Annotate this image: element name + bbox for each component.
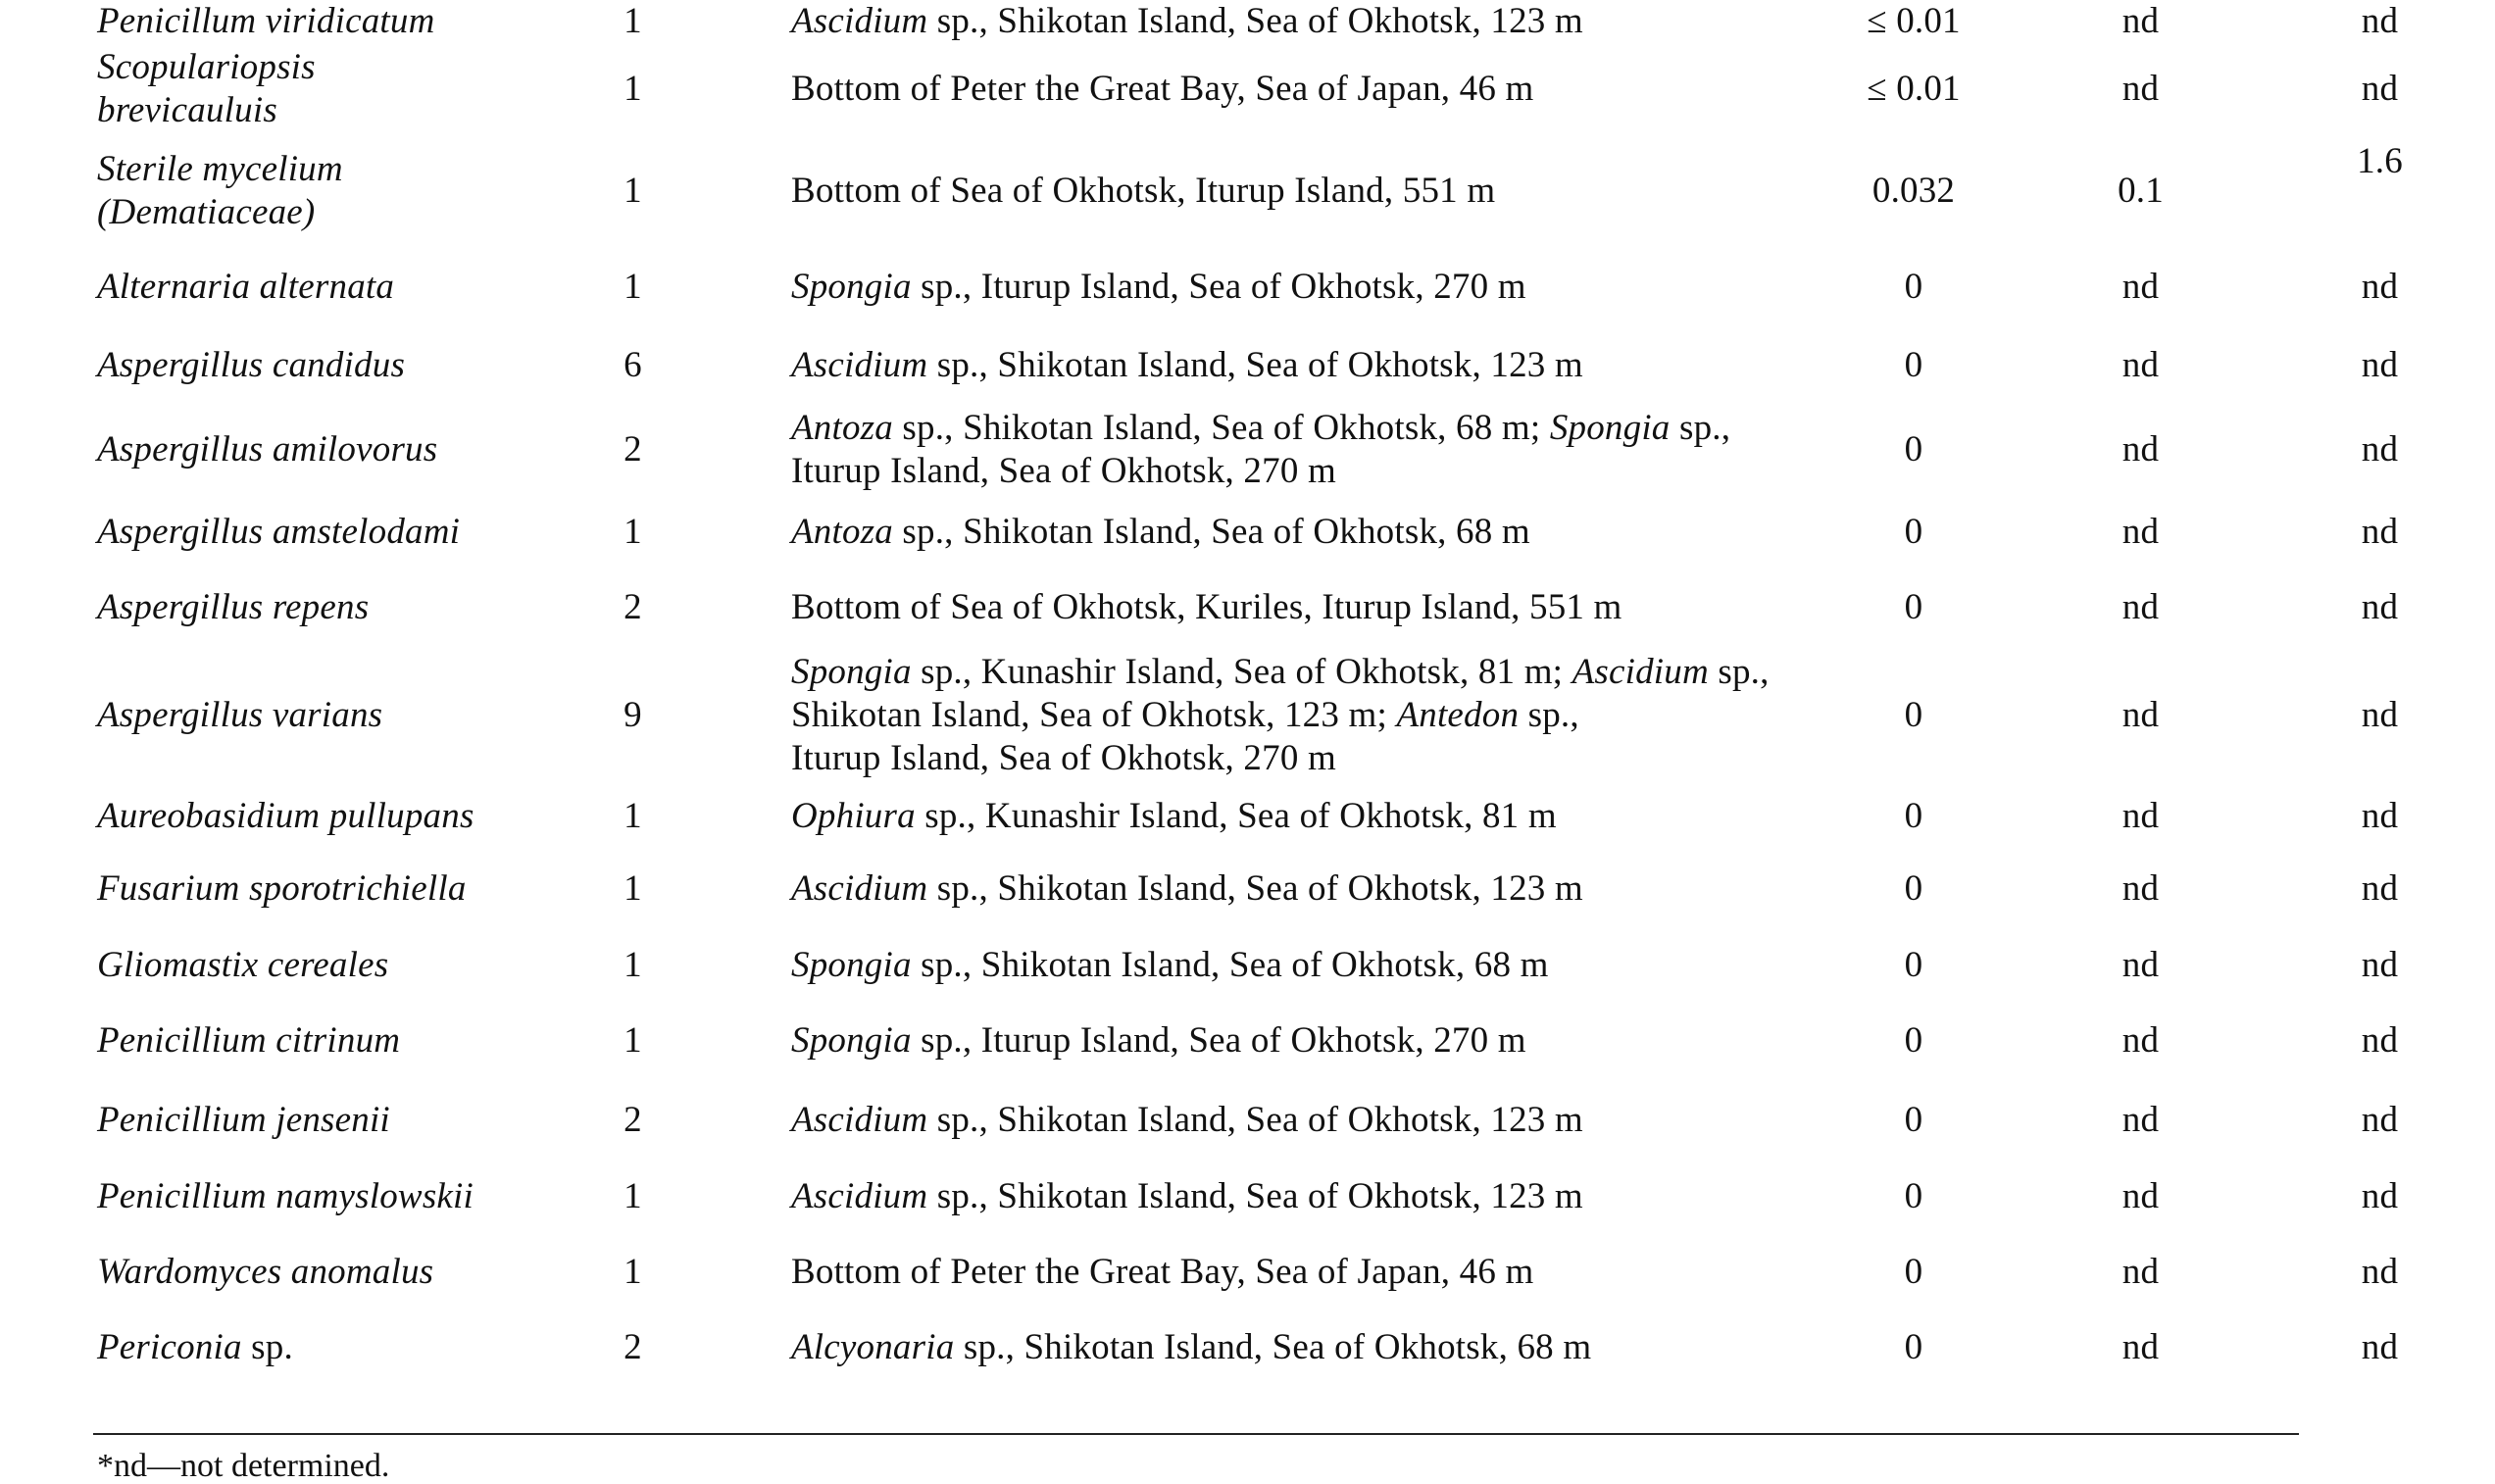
value-cell-v1: 0 (1904, 344, 1923, 385)
value-cell-v1: ≤ 0.01 (1867, 1, 1961, 41)
species-cell: Penicillium jensenii (97, 1100, 390, 1140)
value-cell-v3: nd (2361, 1020, 2399, 1061)
strain-count-cell: 1 (624, 796, 642, 836)
strain-count-cell: 1 (624, 1252, 642, 1292)
taxon-name: Ophiura (791, 796, 916, 836)
value-cell-v2: nd (2121, 68, 2160, 109)
strain-count-cell: 1 (624, 1, 642, 41)
table-row (93, 849, 2495, 929)
value-cell-v3: nd (2361, 344, 2399, 385)
value-cell-v1: 0 (1904, 695, 1923, 735)
source-cell (713, 248, 1811, 325)
value-cell-v1: 0 (1904, 1327, 1923, 1367)
strain-count-cell: 2 (624, 429, 642, 470)
strain-count-cell: 9 (624, 695, 642, 735)
source-text: sp., Shikotan Island, Sea of Okhotsk, 123 m (927, 1176, 1583, 1216)
value-cell-v2: nd (2121, 1327, 2160, 1367)
species-cell: Aspergillus varians (97, 695, 383, 735)
value-cell-v2: nd (2121, 1252, 2160, 1292)
source-text: sp., Shikotan Island, Sea of Okhotsk, 68 m (954, 1327, 1592, 1367)
taxon-name: Periconia (97, 1327, 242, 1367)
strain-count-cell: 1 (624, 868, 642, 909)
table-row (93, 1002, 2495, 1080)
strain-count-cell: 2 (624, 587, 642, 627)
value-cell-v3: nd (2361, 1, 2399, 41)
source-text: sp., Kunashir Island, Sea of Okhotsk, 81 m (915, 796, 1557, 836)
source-cell (713, 1161, 1811, 1233)
value-cell-v1: 0 (1904, 1020, 1923, 1061)
value-cell-v2: nd (2121, 587, 2160, 627)
source-cell (713, 849, 1811, 929)
species-cell: Aureobasidium pullupans (97, 796, 474, 836)
value-cell-v3: nd (2361, 1327, 2399, 1367)
taxon-name: Ascidium (791, 868, 928, 909)
taxon-name: Spongia (791, 945, 912, 985)
value-cell-v1: 0 (1904, 1252, 1923, 1292)
value-cell-v2: nd (2121, 344, 2160, 385)
value-cell-v1: 0 (1904, 945, 1923, 985)
table-row (93, 134, 2495, 248)
value-cell-v3: nd (2361, 1100, 2399, 1140)
value-cell-v2: nd (2121, 429, 2160, 470)
value-cell-v2: nd (2121, 266, 2160, 307)
value-cell-v2: 0.1 (2118, 171, 2164, 211)
species-line: (Dematiaceae) (97, 192, 316, 232)
value-cell-v2: nd (2121, 1100, 2160, 1140)
source-cell (713, 647, 1811, 784)
source-text: sp., Kunashir Island, Sea of Okhotsk, 81 m; (911, 652, 1572, 692)
value-cell-v3: nd (2361, 429, 2399, 470)
species-cell: Fusarium sporotrichiella (97, 868, 467, 909)
value-cell-v3: 1.6 (2357, 141, 2403, 181)
strain-count-cell: 1 (624, 266, 642, 307)
table-body (93, 0, 2495, 1384)
source-text: sp., (1519, 695, 1579, 735)
species-line: Scopulariopsis (97, 46, 316, 87)
value-cell-v1: 0 (1904, 511, 1923, 552)
strain-count-cell: 1 (624, 68, 642, 109)
table-row (93, 929, 2495, 1002)
strain-count-cell: 1 (624, 171, 642, 211)
strain-count-cell: 2 (624, 1100, 642, 1140)
table-row (93, 1161, 2495, 1233)
species-cell: Penicillum viridicatum (97, 1, 435, 41)
source-text: sp., Shikotan Island, Sea of Okhotsk, 123 m (927, 1, 1583, 41)
source-cell (713, 784, 1811, 849)
source-cell (713, 1311, 1811, 1384)
value-cell-v3: nd (2361, 796, 2399, 836)
value-cell-v3: nd (2361, 587, 2399, 627)
strain-count-cell: 1 (624, 1176, 642, 1216)
value-cell-v3: nd (2361, 1252, 2399, 1292)
taxon-name: Antedon (1396, 695, 1520, 735)
source-text: Bottom of Peter the Great Bay, Sea of Japan, 46 m (791, 68, 1534, 109)
species-cell: Gliomastix cereales (97, 945, 389, 985)
source-cell (713, 325, 1811, 405)
taxon-name: Spongia (791, 652, 912, 692)
source-text: sp., Shikotan Island, Sea of Okhotsk, 123 m (927, 1100, 1583, 1140)
value-cell-v1: ≤ 0.01 (1867, 68, 1961, 109)
source-cell (713, 405, 1811, 495)
source-text: Bottom of Peter the Great Bay, Sea of Japan, 46 m (791, 1252, 1534, 1292)
table-bottom-rule (93, 1433, 2299, 1435)
source-cell (713, 1002, 1811, 1080)
species-cell: Penicillium citrinum (97, 1020, 401, 1061)
source-cell (713, 929, 1811, 1002)
value-cell-v2: nd (2121, 695, 2160, 735)
value-cell-v2: nd (2121, 1020, 2160, 1061)
source-text: Bottom of Sea of Okhotsk, Kuriles, Iturup Island, 551 m (791, 587, 1622, 627)
strain-count-cell: 6 (624, 344, 642, 385)
value-cell-v3: nd (2361, 868, 2399, 909)
value-cell-v1: 0 (1904, 868, 1923, 909)
table-row (93, 1233, 2495, 1311)
value-cell-v1: 0 (1904, 266, 1923, 307)
value-cell-v2: nd (2121, 1176, 2160, 1216)
source-text: sp., Shikotan Island, Sea of Okhotsk, 68 m (911, 945, 1549, 985)
fungi-table (93, 0, 2495, 1384)
value-cell-v3: nd (2361, 266, 2399, 307)
species-cell (93, 134, 573, 248)
source-cell (713, 1233, 1811, 1311)
value-cell-v3: nd (2361, 68, 2399, 109)
source-text: Shikotan Island, Sea of Okhotsk, 123 m; (791, 695, 1397, 735)
taxon-name: Ascidium (1572, 652, 1709, 692)
taxon-name: Alcyonaria (791, 1327, 955, 1367)
source-text: sp., Shikotan Island, Sea of Okhotsk, 123 m (927, 344, 1583, 385)
value-cell-v1: 0 (1904, 429, 1923, 470)
source-cell (713, 1080, 1811, 1161)
value-cell-v2: nd (2121, 511, 2160, 552)
table-row (93, 0, 2495, 43)
table-row (93, 248, 2495, 325)
species-cell: Aspergillus repens (97, 587, 370, 627)
source-text: Iturup Island, Sea of Okhotsk, 270 m (791, 738, 1336, 778)
species-cell: Aspergillus amstelodami (97, 511, 461, 552)
taxon-name: Antoza (791, 408, 893, 448)
taxon-name: Ascidium (791, 1100, 928, 1140)
strain-count-cell: 1 (624, 511, 642, 552)
species-cell: Penicillium namyslowskii (97, 1176, 474, 1216)
source-text: Iturup Island, Sea of Okhotsk, 270 m (791, 451, 1336, 491)
source-text: sp., Shikotan Island, Sea of Okhotsk, 68 m; (892, 408, 1550, 448)
fungi-table-container (93, 0, 2403, 1384)
species-line: brevicauluis (97, 89, 277, 130)
species-cell (93, 43, 573, 134)
taxon-name: Ascidium (791, 1176, 928, 1216)
source-text: sp., (1670, 408, 1731, 448)
value-cell-v2: nd (2121, 796, 2160, 836)
value-cell-v2: nd (2121, 868, 2160, 909)
source-cell (713, 0, 1811, 43)
value-cell-v2: nd (2121, 945, 2160, 985)
source-cell (713, 495, 1811, 569)
source-text: Bottom of Sea of Okhotsk, Iturup Island, 551 m (791, 171, 1496, 211)
strain-count-cell: 2 (624, 1327, 642, 1367)
species-cell: Alternaria alternata (97, 266, 395, 307)
value-cell-v1: 0 (1904, 587, 1923, 627)
source-text: sp., Shikotan Island, Sea of Okhotsk, 68 m (892, 511, 1530, 552)
table-row (93, 1080, 2495, 1161)
table-row (93, 569, 2495, 647)
species-cell: Wardomyces anomalus (97, 1252, 434, 1292)
source-cell (713, 569, 1811, 647)
table-row (93, 43, 2495, 134)
source-text: sp., Shikotan Island, Sea of Okhotsk, 123 m (927, 868, 1583, 909)
source-text: sp., (1708, 652, 1770, 692)
source-cell (713, 134, 1811, 248)
source-text: sp. (241, 1327, 293, 1367)
species-line: Sterile mycelium (97, 149, 343, 189)
table-row (93, 405, 2495, 495)
table-row (93, 784, 2495, 849)
taxon-name: Spongia (1549, 408, 1671, 448)
species-cell (93, 1311, 573, 1384)
table-row (93, 1311, 2495, 1384)
source-text: sp., Iturup Island, Sea of Okhotsk, 270 m (911, 266, 1526, 307)
species-cell: Aspergillus amilovorus (97, 429, 438, 470)
table-footnote: *nd—not determined. (97, 1448, 390, 1484)
value-cell-v3: nd (2361, 511, 2399, 552)
table-row (93, 325, 2495, 405)
table-row (93, 647, 2495, 784)
value-cell-v1: 0 (1904, 1100, 1923, 1140)
taxon-name: Antoza (791, 511, 893, 552)
value-cell-v1: 0.032 (1871, 171, 1956, 211)
taxon-name: Ascidium (791, 344, 928, 385)
taxon-name: Spongia (791, 266, 912, 307)
species-cell: Aspergillus candidus (97, 344, 406, 385)
source-text: sp., Iturup Island, Sea of Okhotsk, 270 m (911, 1020, 1526, 1061)
value-cell-v2: nd (2121, 1, 2160, 41)
strain-count-cell: 1 (624, 945, 642, 985)
value-cell-v3: nd (2361, 695, 2399, 735)
taxon-name: Ascidium (791, 1, 928, 41)
value-cell-v3: nd (2361, 945, 2399, 985)
strain-count-cell: 1 (624, 1020, 642, 1061)
taxon-name: Spongia (791, 1020, 912, 1061)
source-cell (713, 43, 1811, 134)
table-row (93, 495, 2495, 569)
value-cell-v1: 0 (1904, 1176, 1923, 1216)
value-cell-v1: 0 (1904, 796, 1923, 836)
value-cell-v3: nd (2361, 1176, 2399, 1216)
